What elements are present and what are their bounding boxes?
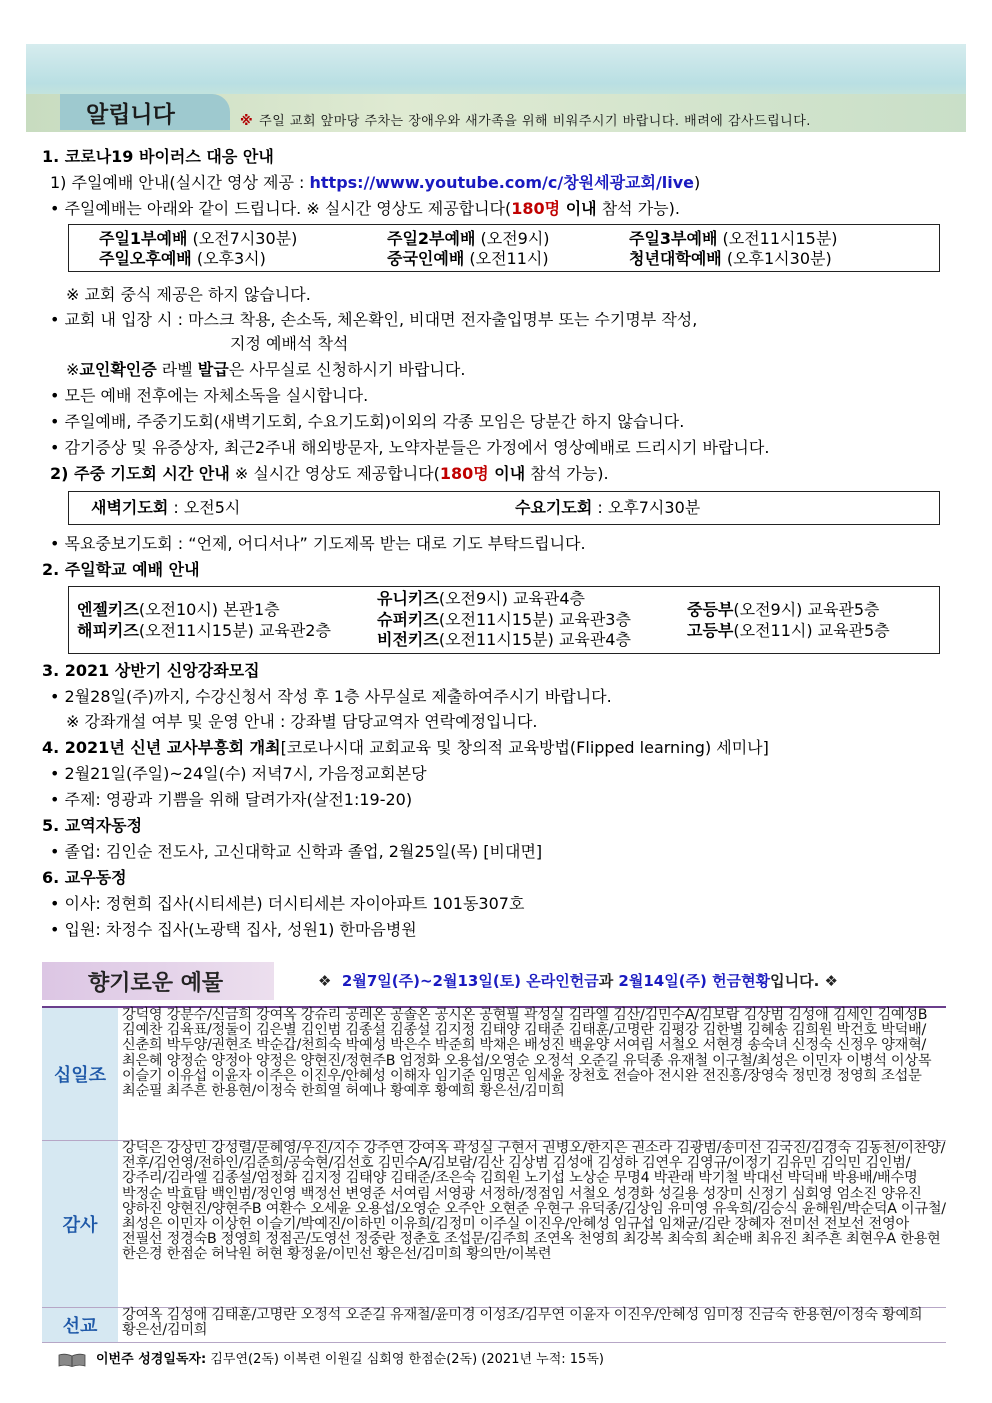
section-5-heading: 5. 교역자동정 [42,816,143,835]
sub2-pre: ※ 실시간 영상도 제공합니다( [229,464,440,483]
service-time: (오전11시15분) [722,229,838,248]
section-2-heading: 2. 주일학교 예배 안내 [42,560,200,579]
offering-table [42,1006,946,1343]
page-title: 알립니다 [86,102,175,128]
service-schedule-box [68,224,940,272]
weekday-prayer-info [50,461,609,487]
section-3-heading: 3. 2021 상반기 신앙강좌모집 [42,661,260,680]
service-time: (오전9시) [480,229,550,248]
service-bullet [50,196,680,222]
head-mid: 과 [598,972,619,990]
class-name: 엔젤키즈 [77,600,139,619]
member-id-note [66,357,465,383]
disinfection-bullet: • 모든 예배 전후에는 자체소독을 실시합니다. [50,386,369,405]
entry-rules-cont: 지정 예배석 착석 [230,334,349,353]
service-time: (오후3시) [196,249,266,268]
graduation-bullet: • 졸업: 김인순 전도사, 고신대학교 신학과 졸업, 2월25일(목) [비대면] [50,842,543,861]
notice-text: 주일 교회 앞마당 주차는 장애우와 새가족을 위해 비워주시기 바랍니다. 배려에 감사드립니다. [259,114,811,129]
course-bullet: • 2월28일(주)까지, 수강신청서 작성 후 1층 사무실로 제출하여주시기 바랍니다. [50,687,612,706]
service-name: 청년대학예배 [629,249,722,268]
prayer-name: 새벽기도회 [91,498,169,517]
class-item [77,600,280,620]
class-info: (오전9시) 교육관4층 [438,589,585,608]
section-4-title: 4. 2021년 신년 교사부흥회 개최 [42,738,281,757]
b1-post: 참석 가능). [596,199,680,218]
notice-mark: ※ [240,114,254,129]
course-note: ※ 강좌개설 여부 및 운영 안내 : 강좌별 담당교역자 연락예정입니다. [66,712,538,731]
table-row [42,1308,946,1343]
sunday-service-info [50,170,700,196]
service-item [99,249,266,269]
service-item [99,229,297,249]
note-post: 은 사무실로 신청하시기 바랍니다. [228,360,466,379]
offering-date: 2월14일(주) 헌금현황 [618,972,771,990]
class-name: 유니키즈 [377,589,439,608]
offering-title: 향기로운 예물 [88,971,224,996]
note-mark: ※ [66,360,80,379]
service-name: 주일2부예배 [387,229,476,248]
class-name: 슈퍼키즈 [377,610,439,629]
row-label: 십일조 [42,1008,118,1140]
moving-bullet: • 이사: 정현희 집사(시티세븐) 더시티세븐 자이아파트 101동307호 [50,894,525,913]
section-6-heading: 6. 교우동정 [42,868,127,887]
hospital-bullet: • 입원: 차정수 집사(노광택 집사, 성원1) 한마음병원 [50,920,417,939]
table-row [42,1008,946,1141]
meetings-bullet: • 주일예배, 주중기도회(새벽기도회, 수요기도회)이외의 각종 모임은 당분간 하지 않습니다. [50,412,685,431]
bible-reading-footer [58,1348,604,1367]
offering-title-banner [42,962,274,1000]
book-icon [58,1353,86,1367]
capacity-within: 이내 [560,199,597,218]
class-info: (오전11시15분) 교육관4층 [438,630,631,649]
class-item [377,630,631,650]
service-item [387,249,549,269]
service-item [629,229,838,249]
revival-date-bullet: • 2월21일(주일)~24일(수) 저녁7시, 가음정교회본당 [50,764,427,783]
offering-period [318,970,838,991]
row-label: 선교 [42,1308,118,1342]
note-mid: 라벨 [156,360,198,379]
section-4-heading [42,735,769,761]
class-name: 비전키즈 [377,630,439,649]
class-info: (오전9시) 교육관5층 [733,600,880,619]
diamond-icon: ❖ [824,972,838,990]
service-item [629,249,832,269]
service-name: 주일오후예배 [99,249,192,268]
service-name: 주일3부예배 [629,229,718,248]
sub1-prefix: 1) 주일예배 안내(실시간 영상 제공 : [50,173,310,192]
prayer-name: 수요기도회 [515,498,593,517]
parking-notice [240,110,811,129]
section-4-subtitle: [코로나시대 교회교육 및 창의적 교육방법(Flipped learning) 세미나] [280,738,769,757]
prayer-time: : 오전5시 [168,498,241,517]
class-item [377,610,631,630]
service-time: (오전7시30분) [192,229,298,248]
service-name: 주일1부예배 [99,229,188,248]
sub1-suffix: ) [694,173,701,192]
reading-label: 이번주 성경일독자: [96,1352,207,1367]
b1-pre: • 주일예배는 아래와 같이 드립니다. ※ 실시간 영상도 제공합니다( [50,199,512,218]
issue-label: 발급 [197,360,229,379]
prayer-schedule-box [68,491,940,525]
thursday-prayer-bullet: • 목요중보기도회 : “언제, 어디서나” 기도제목 받는 대로 기도 부탁드립니다. [50,534,586,553]
header-banner [26,44,966,132]
prayer-time: : 오후7시30분 [592,498,701,517]
service-name: 중국인예배 [387,249,465,268]
class-item [77,621,331,641]
symptoms-bullet: • 감기증상 및 유증상자, 최근2주내 해외방문자, 노약자분들은 가정에서 영상예배로 드리시기 바랍니다. [50,438,770,457]
prayer-item [515,498,700,518]
capacity-count: 180명 [511,199,561,218]
class-name: 고등부 [687,621,734,640]
service-time: (오후1시30분) [726,249,832,268]
entry-rules: • 교회 내 입장 시 : 마스크 착용, 손소독, 체온확인, 비대면 전자출입명부 또는 수기명부 작성, [50,310,698,329]
donor-names: 강덕영 강분수/신금희 강여옥 강슈리 공레온 공솔온 공시온 공현필 곽성실 김라엘 김산/김민수A/김보람 김상범 김성애 김세인 김예성B 김예찬 김육표/정둘이 김은별 김인범 김종설 김종설 김지정 김태양 김태준 김태훈/고명란 김평강 김한별 김혜송 김희원 박건호 박덕배/신춘희 박두양/권현조 박순갑/천희숙 박예성 박은수 박준희 박채은 배성진 백윤양 서여림 서철오 서현경 송숙녀 신정숙 신정우 양재혁/최은혜 양정순 양정아 양정은 양현진/정현주B 엄정화 오용섭/오영순 오정석 오준길 유덕종 유재철 이구철/최성은 이민자 이병석 이상목 이슬기 이유섭 이윤자 이주은 이진우/안혜성 이해자 임기준 임명곤 임세윤 장천호 전슬아 전시완 전진흥/장영숙 정민경 정영희 조섭문 최순필 최주흔 한용현/이정숙 한희열 허예나 황예후 황예희 황은선/김미희 [122,1007,932,1100]
donor-names: 강여옥 김성애 김태훈/고명란 오정석 오준길 유재철/윤미경 이성조/김무연 이윤자 이진우/안혜성 임미정 진금숙 한용현/이정숙 황예희 황은선/김미희 [122,1307,923,1339]
class-info: (오전11시15분) 교육관3층 [438,610,631,629]
capacity-within: 이내 [488,464,526,483]
class-item [377,589,585,609]
lunch-note: ※ 교회 중식 제공은 하지 않습니다. [66,285,311,304]
class-item [687,600,880,620]
donor-names: 강덕은 강상민 강성렬/문혜영/우진/지수 강주연 강여옥 곽성실 구현서 권병오/한지은 권소라 김광범/송미선 김국진/김경숙 김동천/이찬양/전후/김언영/전하인/김준희/공숙현/김선호 김민수A/김보람/김산 김상범 김성애 김성하 김연우 김영규/이정기 김유민 김익민 김인범/강주리/김라엘 김종설/엄정화 김지정 김태양 김태준/조은숙 김희원 노기섭 노상순 무명4 박관래 박기철 박대선 박덕배 박용배/배수명 박정순 박효탐 백인범/정인영 백정선 변영준 서여림 서영광 서정하/정점임 서철오 성경화 성길용 성장미 신정기 심회영 엄소진 양유진 양하진 양현진/양현주B 여환수 오세윤 오용섭/오영순 오주안 오현준 우현구 유덕종/김상임 유미영 유욱희/김승식 윤해원/박순덕A 이규철/최성은 이민자 이상헌 이슬기/박예진/이하민 이유희/김정미 이주실 이진우/안혜성 임규섭 임채균/김란 장혜자 전미선 전보선 전영아 전필선 정경숙B 정영희 정점곤/도영선 정중란 정춘호 조섭문/김주희 조연옥 천영희 최강복 최숙희 최순배 최유진 최주흔 최현우A 한용현 한은경 한점순 허낙원 허현 황정윤/이민선 황은선/김미희 황의만/이복련 [122,1140,946,1263]
row-label: 감사 [42,1141,118,1307]
reading-names: 김무연(2독) 이복련 이원길 심회영 한점순(2독) (2021년 누적: 15독) [206,1352,604,1367]
service-item [387,229,550,249]
online-period: 2월7일(주)~2월13일(토) 온라인헌금 [341,972,599,990]
class-info: (오전10시) 본관1층 [138,600,280,619]
member-id-label: 교인확인증 [79,360,157,379]
class-info: (오전11시) 교육관5층 [733,621,890,640]
diamond-icon: ❖ [318,972,332,990]
class-name: 해피키즈 [77,621,139,640]
sub2-post: 참석 가능). [525,464,609,483]
capacity-count: 180명 [439,464,489,483]
prayer-item [91,498,240,518]
head-end: 입니다. [770,972,820,990]
service-time: (오전11시) [469,249,549,268]
revival-theme-bullet: • 주제: 영광과 기쁨을 위해 달려가자(살전1:19-20) [50,790,413,809]
section-1-heading: 1. 코로나19 바이러스 대응 안내 [42,147,274,166]
class-info: (오전11시15분) 교육관2층 [138,621,331,640]
class-item [687,621,890,641]
table-row [42,1141,946,1308]
sunday-school-box [68,586,940,654]
class-name: 중등부 [687,600,734,619]
youtube-link[interactable]: https://www.youtube.com/c/창원세광교회/live [309,173,695,192]
sub2-title: 2) 주중 기도회 시간 안내 [50,464,230,483]
